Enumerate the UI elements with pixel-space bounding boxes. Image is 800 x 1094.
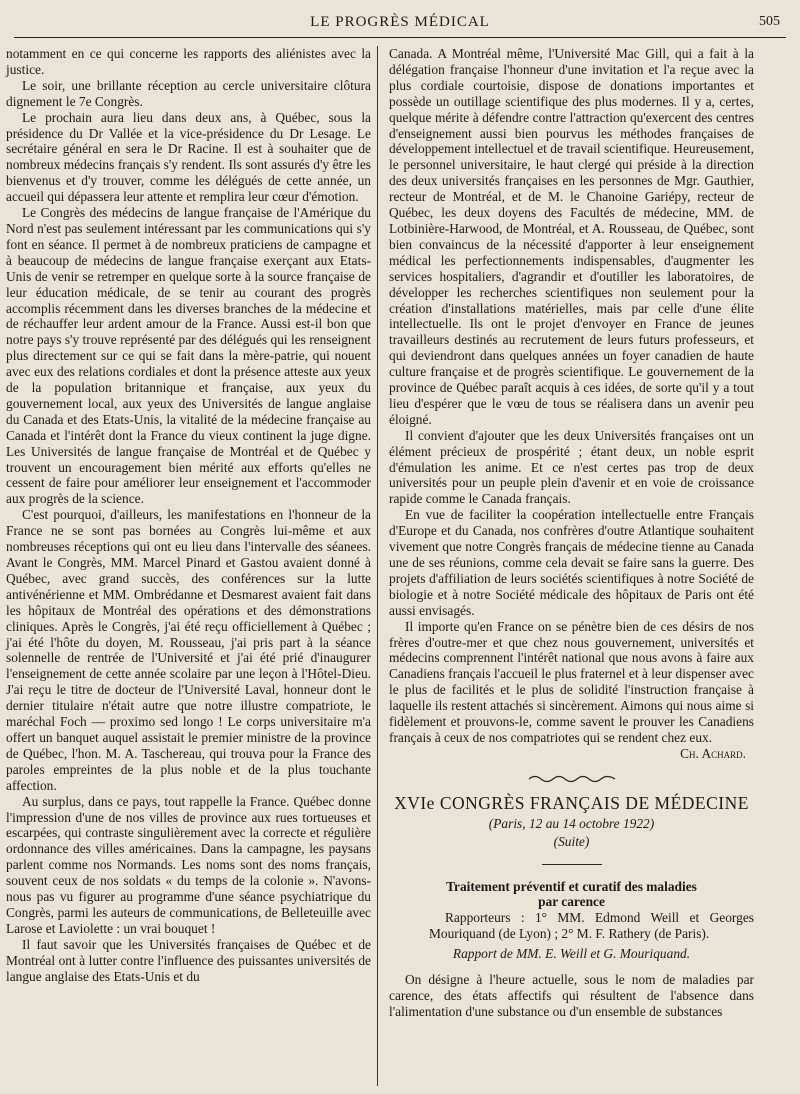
signature-text: Ch. Achard. [680, 745, 746, 761]
article-title-line-2: par carence [538, 894, 605, 910]
paragraph: Le prochain aura lieu dans deux ans, à Québec, sous la présidence du Dr Vallée et la vice-présidence du Dr Lesage. Le secrétaire général en sera le Dr Racine. Il est à souhaiter que de nombreux médecins français s'y rendent. Ils sont assurés d'y être les bienvenus et d'y trouver, comme les délégués de cette année, un accueil qui dépassera leur attente et remplira leur cœur d'émotion. [6, 109, 371, 205]
paragraph: Le Congrès des médecins de langue française de l'Amérique du Nord n'est pas seulement intéressant par les communications qui s'y font en séance. Il permet à de nombreux praticiens de campagne et à beaucoup de médecins de langue française exerçant aux Etats-Unis de venir se retremper en quelque sorte à la source française de leur éducation médicale, de se tenir au courant des progrès accomplis récemment dans les diverses branches de la médecine et de réchauffer leur ardent amour de la France. Aussi est-il bon que notre pays s'y trouve représenté par des délégués qui les renseignent plus directement sur ce qui se fait dans la mère-patrie, qui nouent avec eux des relations cordiales et dont la présence atteste aux yeux de la population britannique et française, aux yeux du gouvernement local, aux yeux des Universités de langue anglaise du Canada et des Etats-Unis, la vitalité de la médecine française au Canada et l'intérêt dont la France du vieux continent la juge digne. Les Universités de langue française de Montréal et de Québec y trouvent un encouragement bien mérité aux efforts qu'elles ne cessent de faire pour améliorer leur enseignement et l'accommoder aux progrès de la science. [6, 205, 371, 507]
paragraph: En vue de faciliter la coopération intellectuelle entre Français d'Europe et du Canada, nos confrères d'outre Atlantique souhaitent vivement que notre Congrès français de médecine tienne au Canada une de ses réunions, comme cela devait se faire sans la guerre. Des projets d'affiliation de leurs sociétés scientifiques à notre Société de biologie et à notre Société médicale des hôpitaux de Paris ont été aussi envisagés. [389, 507, 754, 618]
section-continued: (Suite) [553, 833, 590, 849]
paragraph: notamment en ce qui concerne les rapports des aliénistes avec la justice. [6, 46, 371, 77]
running-title: LE PROGRÈS MÉDICAL [310, 14, 490, 30]
paragraph: Il importe qu'en France on se pénètre bien de ces désirs de nos frères d'outre-mer et que chez nous gouvernement, universités et médecins comprennent l'intérêt national que nous avons à faire aux Canadiens français l'accueil le plus fraternel et à leur dispenser avec le plus de facilités et le plus de solidité l'instruction française à laquelle ils restent attachés si sincèrement. Aimons qui nous aime si fidèlement et prouvons-le, comme savent le prouver les Canadiens français à ceux de nos compatriotes qui se rendent chez eux. [389, 618, 754, 745]
paragraph: Le soir, une brillante réception au cercle universitaire clôtura dignement le 7e Congrès. [6, 77, 371, 109]
column-divider [377, 46, 378, 1086]
ornament-squiggle [527, 774, 617, 784]
section-rule [542, 864, 602, 865]
rapporteurs: Rapporteurs : 1° MM. Edmond Weill et Georges Mouriquand (de Lyon) ; 2° M. F. Rathery (de Paris). [429, 910, 754, 942]
header-rule [14, 37, 786, 38]
left-column [6, 46, 371, 984]
page-number: 505 [759, 14, 780, 29]
report-attribution: Rapport de MM. E. Weill et G. Mouriquand. [452, 946, 691, 962]
paragraph: Il convient d'ajouter que les deux Universités françaises ont un élément précieux de prospérité ; étant deux, un noble esprit d'émulation les anime. Et ce n'est certes pas trop de deux universités pour un peuple plein d'avenir et en voie de croissance rapide comme le Canada français. [389, 427, 754, 507]
page-header [14, 10, 786, 34]
paragraph: Au surplus, dans ce pays, tout rappelle la France. Québec donne l'impression d'une de nos villes de province aux rues tortueuses et escarpées, qui contraste singulièrement avec la correcte et régulière ordonnance des villes américaines. Dans la campagne, les paysans parlent comme nos Normands. Les noms sont des noms français, souvent ceux de nos soldats « du temps de la colonie ». N'avons-nous pas vu figurer au programme d'une séance psychiatrique du Congrès, parmi les auteurs de communications, de Belleteuille avec Larose et Laviolette : un vrai bouquet ! [6, 793, 371, 936]
paragraph: Canada. A Montréal même, l'Université Mac Gill, qui a fait à la délégation française l'honneur d'une invitation et l'a reçue avec la plus cordiale courtoisie, dispose de donations importantes et possède un outillage scientifique des plus modernes. Il y a, certes, quelque mérite à défendre contre l'attraction qu'exercent des centres d'enseignement aussi bien pourvus les méthodes françaises de développement intellectuel et de travail scientifique. Heureusement, le personnel universitaire, le haut clergé qui préside à la direction des deux universités françaises en les personnes de Mgr. Gauthier, recteur de Montréal, et de M. le Chanoine Gariépy, recteur de Québec, les deux doyens des Facultés de médecine, MM. de Lotbinière-Harwood, de Montréal, et A. Rousseau, de Québec, sont bien convaincus de la nécessité d'apporter à leur enseignement médical les perfectionnements indispensables, d'augmenter les services hospitaliers, d'agrandir et d'outiller les laboratoires, de développer les recherches scientifiques non seulement pour la création d'installations matérielles, mais par celle d'une élite intellectuelle. Ils ont le projet d'envoyer en France de jeunes travailleurs destinés au recrutement de leurs futurs professeurs, et qui deviendront dans quelques années un foyer canadien de haute culture française et de progrès scientifique. Le gouvernement de la province de Québec paraît acquis à ces idées, de sorte qu'il y a tout lieu d'espérer que le vœu de tous se réalisera dans un avenir peu éloigné. [389, 46, 754, 427]
section-title: XVIe CONGRÈS FRANÇAIS DE MÉDECINE [394, 792, 749, 813]
paragraph: C'est pourquoi, d'ailleurs, les manifestations en l'honneur de la France ne se sont pas bornées au Congrès lui-même et aux nombreuses réceptions qui ont eu lieu dans l'intervalle des séanees. Avant le Congrès, MM. Marcel Pinard et Gastou avaient donné à Québec, avec grand succès, des conférences sur la lutte antivénérienne et MM. Ombrédanne et Desmarest avaient fait dans les hôpitaux de Montréal des opérations et des démonstrations cliniques. Après le Congrès, j'ai été reçu officiellement à Québec ; j'ai été l'hôte du doyen, M. Rousseau, j'ai pris part à la séance solennelle de rentrée de l'Université et j'ai été prié d'inaugurer l'enseignement de cette année scolaire par une leçon à l'Hôtel-Dieu. J'ai reçu le titre de docteur de l'Université Laval, honneur dont le dernier titulaire n'était autre que notre illustre compatriote, le maréchal Foch — proximo sed longo ! Le corps universitaire m'a offert un banquet auquel assistait le premier ministre de la province de Québec, l'hon. M. A. Taschereau, qui trouva pour la France des paroles empreintes de la plus noble et de la plus touchante affection. [6, 507, 371, 793]
section-dates: (Paris, 12 au 14 octobre 1922) [488, 815, 655, 831]
paragraph: On désigne à l'heure actuelle, sous le nom de maladies par carence, des états affectifs qui résultent de l'absence dans l'alimentation d'une substance ou d'un ensemble de substances [389, 972, 754, 1019]
right-column [389, 46, 754, 1020]
paragraph: Il faut savoir que les Universités françaises de Québec et de Montréal ont à lutter contre l'influence des puissantes universités de langue anglaise des Etats-Unis et du [6, 936, 371, 984]
signature [389, 746, 754, 762]
article-title-line-1: Traitement préventif et curatif des maladies [446, 878, 697, 894]
